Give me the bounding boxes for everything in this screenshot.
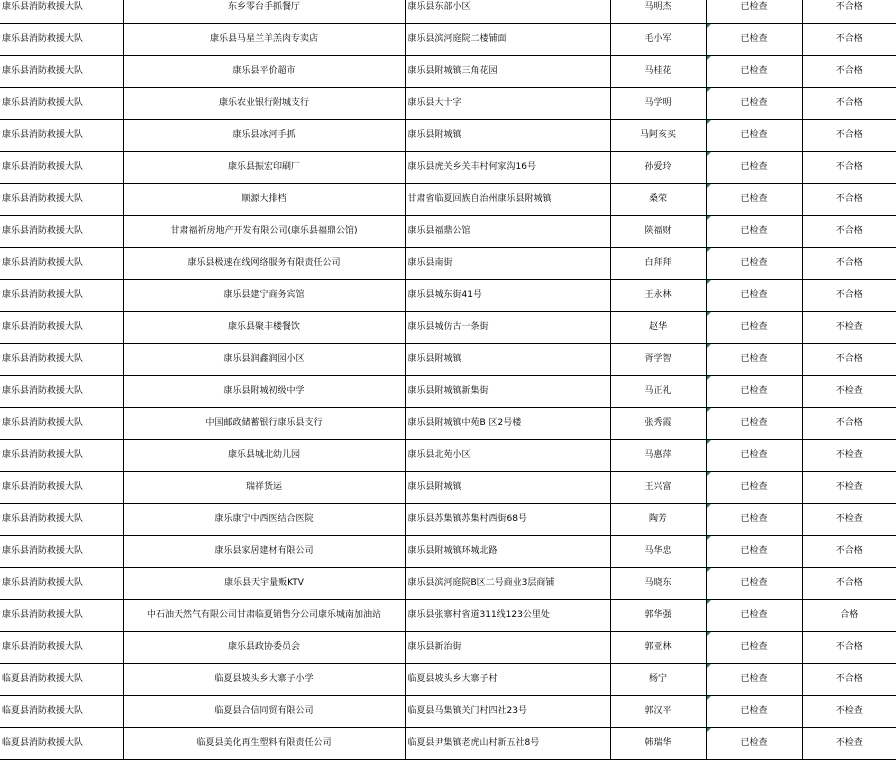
address-cell[interactable]: 康乐县附城镇 <box>405 120 610 152</box>
unit-cell[interactable]: 临夏县消防救援大队 <box>0 696 123 728</box>
result-cell[interactable]: 不合格 <box>802 344 896 376</box>
address-cell[interactable]: 康乐县张寨村省道311线123公里处 <box>405 600 610 632</box>
unit-cell[interactable]: 康乐县消防救援大队 <box>0 56 123 88</box>
result-cell[interactable]: 不检查 <box>802 472 896 504</box>
person-cell[interactable]: 马明杰 <box>610 0 706 24</box>
status-cell[interactable]: 已检查 <box>706 88 802 120</box>
table-row <box>0 696 896 728</box>
table-row <box>0 632 896 664</box>
table-row <box>0 344 896 376</box>
unit-cell[interactable]: 临夏县消防救援大队 <box>0 728 123 760</box>
unit-cell[interactable]: 康乐县消防救援大队 <box>0 344 123 376</box>
unit-cell[interactable]: 康乐县消防救援大队 <box>0 24 123 56</box>
table-row <box>0 472 896 504</box>
person-cell[interactable]: 杨宁 <box>610 664 706 696</box>
table-row <box>0 536 896 568</box>
person-cell[interactable]: 马学明 <box>610 88 706 120</box>
result-cell[interactable]: 不合格 <box>802 568 896 600</box>
result-cell[interactable]: 不检查 <box>802 728 896 760</box>
address-cell[interactable]: 康乐县城仿古一条街 <box>405 312 610 344</box>
status-cell[interactable]: 已检查 <box>706 56 802 88</box>
unit-cell[interactable]: 康乐县消防救援大队 <box>0 632 123 664</box>
name-cell[interactable]: 康乐康宁中西医结合医院 <box>123 504 405 536</box>
name-cell[interactable]: 康乐县润鑫润园小区 <box>123 344 405 376</box>
status-cell[interactable]: 已检查 <box>706 408 802 440</box>
status-cell[interactable]: 已检查 <box>706 440 802 472</box>
result-cell[interactable]: 不合格 <box>802 280 896 312</box>
name-cell[interactable]: 临夏县坡头乡大寨子小学 <box>123 664 405 696</box>
result-cell[interactable]: 不合格 <box>802 24 896 56</box>
name-cell[interactable]: 康乐县冰河手抓 <box>123 120 405 152</box>
name-cell[interactable]: 康乐县马星兰羊羔肉专卖店 <box>123 24 405 56</box>
result-cell[interactable]: 不合格 <box>802 120 896 152</box>
address-cell[interactable]: 康乐县新治街 <box>405 632 610 664</box>
address-cell[interactable]: 康乐县东部小区 <box>405 0 610 24</box>
status-cell[interactable]: 已检查 <box>706 600 802 632</box>
address-cell[interactable]: 康乐县附城镇新集街 <box>405 376 610 408</box>
unit-cell[interactable]: 康乐县消防救援大队 <box>0 312 123 344</box>
result-cell[interactable]: 不检查 <box>802 376 896 408</box>
table-row <box>0 312 896 344</box>
result-cell[interactable]: 不合格 <box>802 536 896 568</box>
status-cell[interactable]: 已检查 <box>706 120 802 152</box>
address-cell[interactable]: 康乐县附城镇 <box>405 344 610 376</box>
person-cell[interactable]: 张秀霞 <box>610 408 706 440</box>
name-cell[interactable]: 康乐县家居建材有限公司 <box>123 536 405 568</box>
unit-cell[interactable]: 康乐县消防救援大队 <box>0 504 123 536</box>
person-cell[interactable]: 陶芳 <box>610 504 706 536</box>
result-cell[interactable]: 不检查 <box>802 504 896 536</box>
person-cell[interactable]: 胥学智 <box>610 344 706 376</box>
status-cell[interactable]: 已检查 <box>706 664 802 696</box>
person-cell[interactable]: 陕福财 <box>610 216 706 248</box>
name-cell[interactable]: 顺源大排档 <box>123 184 405 216</box>
table-row <box>0 184 896 216</box>
address-cell[interactable]: 康乐县附城镇中苑B 区2号楼 <box>405 408 610 440</box>
address-cell[interactable]: 康乐县大十字 <box>405 88 610 120</box>
unit-cell[interactable]: 康乐县消防救援大队 <box>0 600 123 632</box>
person-cell[interactable]: 王永林 <box>610 280 706 312</box>
result-cell[interactable]: 不合格 <box>802 184 896 216</box>
table-row <box>0 216 896 248</box>
unit-cell[interactable]: 康乐县消防救援大队 <box>0 536 123 568</box>
name-cell[interactable]: 东乡零台手抓餐厅 <box>123 0 405 24</box>
result-cell[interactable]: 不合格 <box>802 216 896 248</box>
address-cell[interactable]: 康乐县南街 <box>405 248 610 280</box>
name-cell[interactable]: 康乐县城北幼儿园 <box>123 440 405 472</box>
person-cell[interactable]: 王兴富 <box>610 472 706 504</box>
person-cell[interactable]: 毛小军 <box>610 24 706 56</box>
person-cell[interactable]: 马惠萍 <box>610 440 706 472</box>
person-cell[interactable]: 赵华 <box>610 312 706 344</box>
unit-cell[interactable]: 康乐县消防救援大队 <box>0 216 123 248</box>
status-cell[interactable]: 已检查 <box>706 280 802 312</box>
result-cell[interactable]: 不合格 <box>802 632 896 664</box>
table-row <box>0 248 896 280</box>
status-cell[interactable]: 已检查 <box>706 184 802 216</box>
table-row <box>0 24 896 56</box>
status-cell[interactable]: 已检查 <box>706 696 802 728</box>
result-cell[interactable]: 不合格 <box>802 88 896 120</box>
status-cell[interactable]: 已检查 <box>706 632 802 664</box>
table-row <box>0 152 896 184</box>
person-cell[interactable]: 郭汉平 <box>610 696 706 728</box>
address-cell[interactable]: 康乐县附城镇环城北路 <box>405 536 610 568</box>
person-cell[interactable]: 白拜拜 <box>610 248 706 280</box>
address-cell[interactable]: 康乐县滨河庭院二楼铺面 <box>405 24 610 56</box>
name-cell[interactable]: 康乐县聚丰楼餐饮 <box>123 312 405 344</box>
status-cell[interactable]: 已检查 <box>706 504 802 536</box>
status-cell[interactable]: 已检查 <box>706 248 802 280</box>
result-cell[interactable]: 不合格 <box>802 248 896 280</box>
table-row <box>0 440 896 472</box>
result-cell[interactable]: 不合格 <box>802 664 896 696</box>
unit-cell[interactable]: 康乐县消防救援大队 <box>0 0 123 24</box>
status-cell[interactable]: 已检查 <box>706 0 802 24</box>
unit-cell[interactable]: 康乐县消防救援大队 <box>0 248 123 280</box>
result-cell[interactable]: 不合格 <box>802 0 896 24</box>
name-cell[interactable]: 康乐县振宏印刷厂 <box>123 152 405 184</box>
name-cell[interactable]: 中石油天然气有限公司甘肃临夏销售分公司康乐城南加油站 <box>123 600 405 632</box>
status-cell[interactable]: 已检查 <box>706 568 802 600</box>
person-cell[interactable]: 桑荣 <box>610 184 706 216</box>
table-row <box>0 88 896 120</box>
name-cell[interactable]: 康乐县天宇量贩KTV <box>123 568 405 600</box>
address-cell[interactable]: 临夏县坡头乡大寨子村 <box>405 664 610 696</box>
result-cell[interactable]: 不检查 <box>802 696 896 728</box>
person-cell[interactable]: 马桂花 <box>610 56 706 88</box>
result-cell[interactable]: 不合格 <box>802 56 896 88</box>
address-cell[interactable]: 康乐县附城镇三角花园 <box>405 56 610 88</box>
address-cell[interactable]: 临夏县马集镇关门村四社23号 <box>405 696 610 728</box>
name-cell[interactable]: 康乐县极速在线网络服务有限责任公司 <box>123 248 405 280</box>
unit-cell[interactable]: 康乐县消防救援大队 <box>0 88 123 120</box>
address-cell[interactable]: 康乐县福鼎公馆 <box>405 216 610 248</box>
status-cell[interactable]: 已检查 <box>706 728 802 760</box>
name-cell[interactable]: 瑞祥货运 <box>123 472 405 504</box>
address-cell[interactable]: 临夏县尹集镇老虎山村新五社8号 <box>405 728 610 760</box>
name-cell[interactable]: 康乐农业银行附城支行 <box>123 88 405 120</box>
unit-cell[interactable]: 康乐县消防救援大队 <box>0 408 123 440</box>
person-cell[interactable]: 马华忠 <box>610 536 706 568</box>
name-cell[interactable]: 康乐县平价超市 <box>123 56 405 88</box>
unit-cell[interactable]: 临夏县消防救援大队 <box>0 664 123 696</box>
name-cell[interactable]: 康乐县政协委员会 <box>123 632 405 664</box>
table-row <box>0 56 896 88</box>
name-cell[interactable]: 临夏县合信同贸有限公司 <box>123 696 405 728</box>
status-cell[interactable]: 已检查 <box>706 472 802 504</box>
result-cell[interactable]: 不合格 <box>802 408 896 440</box>
status-cell[interactable]: 已检查 <box>706 24 802 56</box>
address-cell[interactable]: 康乐县附城镇 <box>405 472 610 504</box>
name-cell[interactable]: 中国邮政储蓄银行康乐县支行 <box>123 408 405 440</box>
table-row <box>0 376 896 408</box>
name-cell[interactable]: 临夏县美化再生塑料有限责任公司 <box>123 728 405 760</box>
table-row <box>0 664 896 696</box>
status-cell[interactable]: 已检查 <box>706 216 802 248</box>
person-cell[interactable]: 孙爱玲 <box>610 152 706 184</box>
unit-cell[interactable]: 康乐县消防救援大队 <box>0 152 123 184</box>
person-cell[interactable]: 马正礼 <box>610 376 706 408</box>
result-cell[interactable]: 不合格 <box>802 152 896 184</box>
unit-cell[interactable]: 康乐县消防救援大队 <box>0 440 123 472</box>
status-cell[interactable]: 已检查 <box>706 312 802 344</box>
unit-cell[interactable]: 康乐县消防救援大队 <box>0 376 123 408</box>
table-row <box>0 568 896 600</box>
person-cell[interactable]: 郭亚林 <box>610 632 706 664</box>
table-row <box>0 504 896 536</box>
table-row <box>0 408 896 440</box>
table-row <box>0 600 896 632</box>
status-cell[interactable]: 已检查 <box>706 376 802 408</box>
result-cell[interactable]: 不检查 <box>802 440 896 472</box>
person-cell[interactable]: 马晓东 <box>610 568 706 600</box>
table-row <box>0 120 896 152</box>
unit-cell[interactable]: 康乐县消防救援大队 <box>0 280 123 312</box>
address-cell[interactable]: 甘肃省临夏回族自治州康乐县附城镇 <box>405 184 610 216</box>
person-cell[interactable]: 郭华强 <box>610 600 706 632</box>
name-cell[interactable]: 康乐县建宁商务宾馆 <box>123 280 405 312</box>
address-cell[interactable]: 康乐县城东街41号 <box>405 280 610 312</box>
result-cell[interactable]: 不检查 <box>802 312 896 344</box>
address-cell[interactable]: 康乐县北苑小区 <box>405 440 610 472</box>
unit-cell[interactable]: 康乐县消防救援大队 <box>0 184 123 216</box>
person-cell[interactable]: 马阿亥买 <box>610 120 706 152</box>
unit-cell[interactable]: 康乐县消防救援大队 <box>0 120 123 152</box>
unit-cell[interactable]: 康乐县消防救援大队 <box>0 472 123 504</box>
person-cell[interactable]: 韩瑞华 <box>610 728 706 760</box>
name-cell[interactable]: 甘肃福祈房地产开发有限公司(康乐县福鼎公馆) <box>123 216 405 248</box>
table-row <box>0 280 896 312</box>
status-cell[interactable]: 已检查 <box>706 344 802 376</box>
status-cell[interactable]: 已检查 <box>706 152 802 184</box>
address-cell[interactable]: 康乐县苏集镇苏集村西街68号 <box>405 504 610 536</box>
table-row <box>0 728 896 760</box>
address-cell[interactable]: 康乐县虎关乡关丰村何家沟16号 <box>405 152 610 184</box>
address-cell[interactable]: 康乐县滨河庭院B区二号商业3层商铺 <box>405 568 610 600</box>
status-cell[interactable]: 已检查 <box>706 536 802 568</box>
table-row <box>0 0 896 24</box>
result-cell[interactable]: 合格 <box>802 600 896 632</box>
name-cell[interactable]: 康乐县附城初级中学 <box>123 376 405 408</box>
unit-cell[interactable]: 康乐县消防救援大队 <box>0 568 123 600</box>
